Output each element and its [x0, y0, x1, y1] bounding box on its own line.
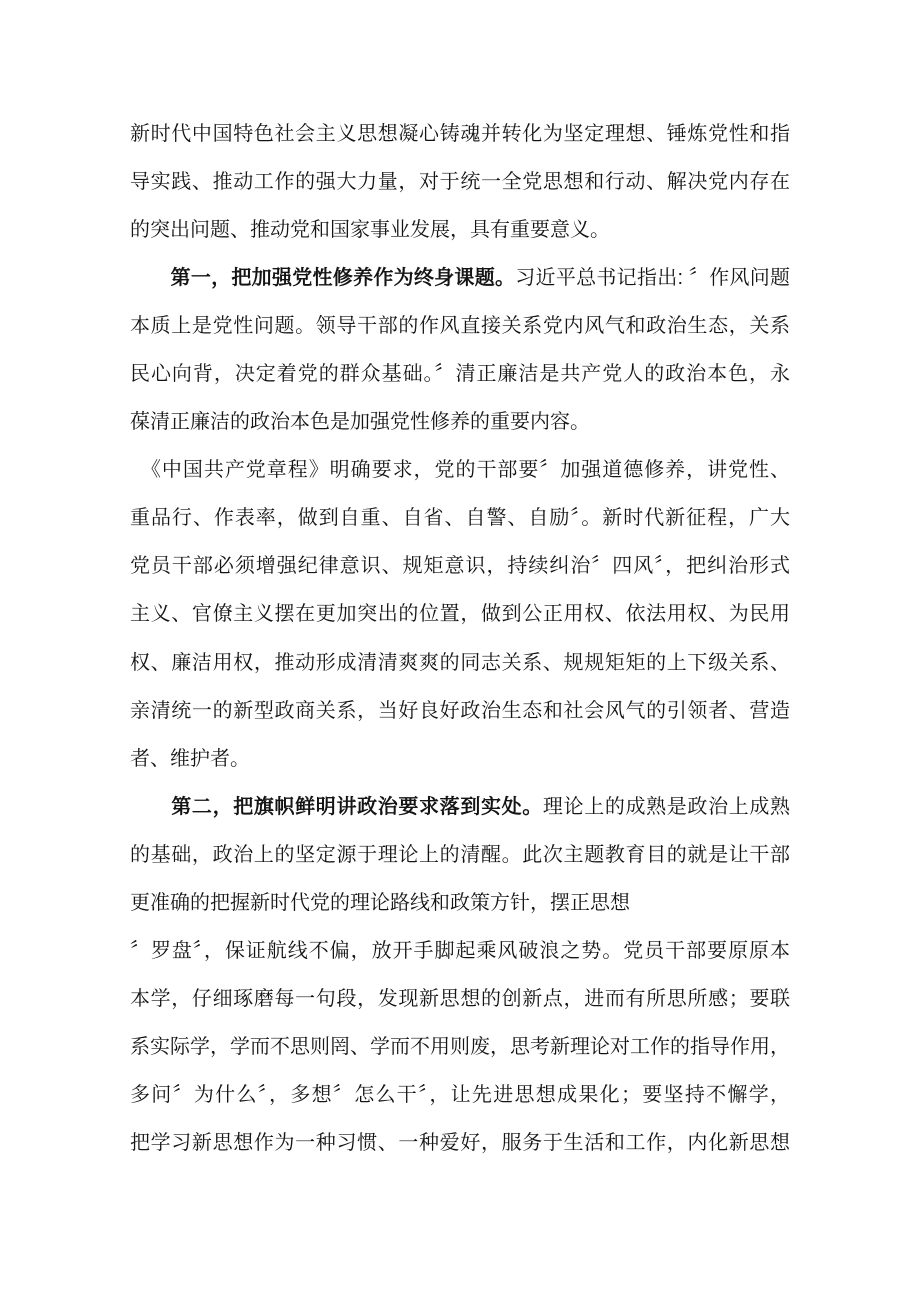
- paragraph-text-run: 重品行、作表率，做到自重、自省、自警、自励〞。新时代新征程，广大: [130, 507, 790, 530]
- document-line: [130, 302, 790, 350]
- document-line: [130, 879, 790, 927]
- paragraph-text-run: 本学，仔细琢磨每一句段，发现新思想的创新点，进而有所思所感；要联: [130, 987, 790, 1010]
- document-line: [130, 783, 790, 831]
- paragraph-text-run: 更准确的把握新时代党的理论路线和政策方针，摆正思想: [130, 891, 630, 914]
- document-line: [130, 639, 790, 687]
- document-line: [130, 446, 790, 494]
- paragraph-text-run: 理论上的成熟是政治上成熟: [542, 795, 790, 818]
- document-line: [130, 110, 790, 158]
- paragraph-text-run: 党员干部必须增强纪律意识、规矩意识，持续纠治〞四风〞，把纠治形式: [130, 555, 790, 578]
- paragraph-text-run: 〞罗盘〞，保证航线不偏，放开手脚起乘风破浪之势。党员干部要原原本: [130, 939, 790, 962]
- document-line: [130, 206, 790, 254]
- document-line: [130, 590, 790, 638]
- paragraph-text-run: 权、廉洁用权，推动形成清清爽爽的同志关系、规规矩矩的上下级关系、: [130, 651, 790, 674]
- paragraph-text-run: 民心向背，决定着党的群众基础。〞清正廉洁是共产党人的政治本色，永: [130, 363, 790, 386]
- paragraph-text-run: 葆清正廉洁的政治本色是加强党性修养的重要内容。: [130, 411, 590, 434]
- paragraph-text-run: 主义、官僚主义摆在更加突出的位置，做到公正用权、依法用权、为民用: [130, 603, 790, 626]
- document-line: [130, 831, 790, 879]
- document-line: [130, 975, 790, 1023]
- document-line: [130, 735, 790, 783]
- paragraph-text-run: 把学习新思想作为一种习惯、一种爱好，服务于生活和工作，内化新思想: [130, 1131, 790, 1154]
- paragraph-text-run: 的突出问题、推动党和国家事业发展，具有重要意义。: [130, 219, 610, 242]
- document-line: [130, 158, 790, 206]
- document-line: [130, 542, 790, 590]
- paragraph-text-run: 习近平总书记指出: 〞作风问题: [515, 267, 790, 290]
- paragraph-text-run: 者、维护者。: [130, 747, 250, 770]
- paragraph-text-run: 导实践、推动工作的强大力量，对于统一全党思想和行动、解决党内存在: [130, 171, 790, 194]
- document-line: [130, 494, 790, 542]
- document-line: [130, 1119, 790, 1167]
- document-line: [130, 254, 790, 302]
- paragraph-text-run: 亲清统一的新型政商关系，当好良好政治生态和社会风气的引领者、营造: [130, 699, 790, 722]
- document-line: [130, 687, 790, 735]
- paragraph-text-run: 《中国共产党章程》明确要求，党的干部要〞加强道德修养，讲党性、: [130, 459, 790, 482]
- paragraph-text-run: 多问〞为什么〞，多想〞怎么干〞，让先进思想成果化；要坚持不懈学，: [130, 1083, 790, 1106]
- paragraph-heading-run: 第一，把加强党性修养作为终身课题。: [130, 267, 516, 290]
- paragraph-text-run: 系实际学，学而不思则罔、学而不用则废，思考新理论对工作的指导作用，: [130, 1035, 790, 1058]
- paragraph-text-run: 新时代中国特色社会主义思想凝心铸魂并转化为坚定理想、锤炼党性和指: [130, 123, 790, 145]
- paragraph-text-run: 本质上是党性问题。领导干部的作风直接关系党内风气和政治生态，关系: [130, 315, 790, 338]
- document-text-block: [130, 110, 790, 1167]
- document-line: [130, 350, 790, 398]
- document-line: [130, 1023, 790, 1071]
- document-line: [130, 927, 790, 975]
- document-line: [130, 398, 790, 446]
- paragraph-heading-run: 第二，把旗帜鲜明讲政治要求落到实处。: [130, 795, 543, 818]
- paragraph-text-run: 的基础，政治上的坚定源于理论上的清醒。此次主题教育目的就是让干部: [130, 843, 790, 866]
- document-line: [130, 1071, 790, 1119]
